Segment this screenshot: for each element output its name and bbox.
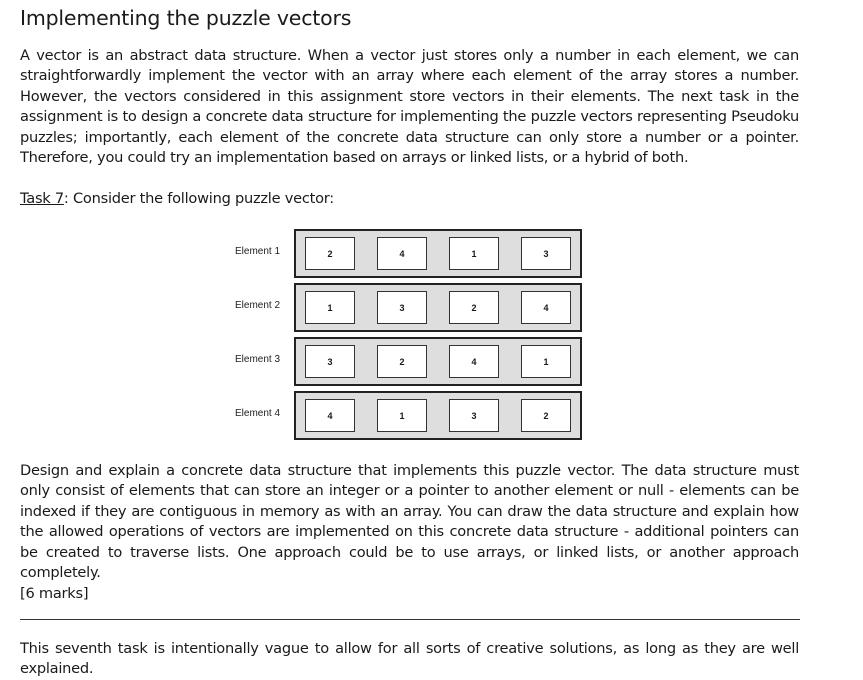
page-title: Implementing the puzzle vectors (20, 6, 352, 30)
vector-element-row (0, 391, 863, 439)
intro-paragraph: A vector is an abstract data structure. When a vector just stores only a number in each element, we can straightforwardly implement the vector with an array where each element of the array stores a number. However, the vectors considered in this assignment store vectors in their elements. The next task in the assignment is to design a concrete data structure for implementing the puzzle vectors representing Pseudoku puzzles; importantly, each element of the concrete data structure can only store a number or a pointer. Therefore, you could try an implementation based on arrays or linked lists, or a hybrid of both. (20, 47, 799, 167)
element-cell: 1 (521, 345, 571, 378)
vector-element-row (0, 229, 863, 277)
task-label: Task 7 (20, 190, 64, 207)
footer-note: This seventh task is intentionally vague to allow for all sorts of creative solutions, as long as they are well explained. (20, 640, 799, 678)
element-cell: 2 (377, 345, 427, 378)
element-cell: 4 (521, 291, 571, 324)
vector-element-row (0, 283, 863, 331)
element-cell: 4 (377, 237, 427, 270)
element-box (294, 229, 582, 278)
element-cell: 2 (449, 291, 499, 324)
element-cell: 2 (305, 237, 355, 270)
element-cell: 1 (377, 399, 427, 432)
element-cell: 3 (449, 399, 499, 432)
element-box (294, 391, 582, 440)
element-cell: 1 (449, 237, 499, 270)
element-cell: 1 (305, 291, 355, 324)
element-cell: 2 (521, 399, 571, 432)
element-cell: 3 (521, 237, 571, 270)
element-label: Element 4 (235, 408, 281, 419)
element-label: Element 3 (235, 354, 281, 365)
vector-element-row (0, 337, 863, 385)
task-prompt (20, 189, 799, 209)
element-cell: 4 (305, 399, 355, 432)
task-text: : Consider the following puzzle vector: (63, 190, 334, 207)
element-box (294, 283, 582, 332)
design-instructions: Design and explain a concrete data structure that implements this puzzle vector. The data structure must only consist of elements that can store an integer or a pointer to another element or null - elements can be indexed if they are contiguous in memory as with an array. You can draw the data structure and explain how the allowed operations of vectors are implemented on this concrete data structure - additional pointers can be created to traverse lists. One approach could be to use arrays, or linked lists, or another approach completely. (20, 462, 799, 582)
element-cell: 3 (377, 291, 427, 324)
marks-label: [6 marks] (20, 585, 89, 602)
element-label: Element 2 (235, 300, 281, 311)
element-cell: 4 (449, 345, 499, 378)
element-label: Element 1 (235, 246, 281, 257)
element-box (294, 337, 582, 386)
element-cell: 3 (305, 345, 355, 378)
section-divider (20, 619, 800, 620)
